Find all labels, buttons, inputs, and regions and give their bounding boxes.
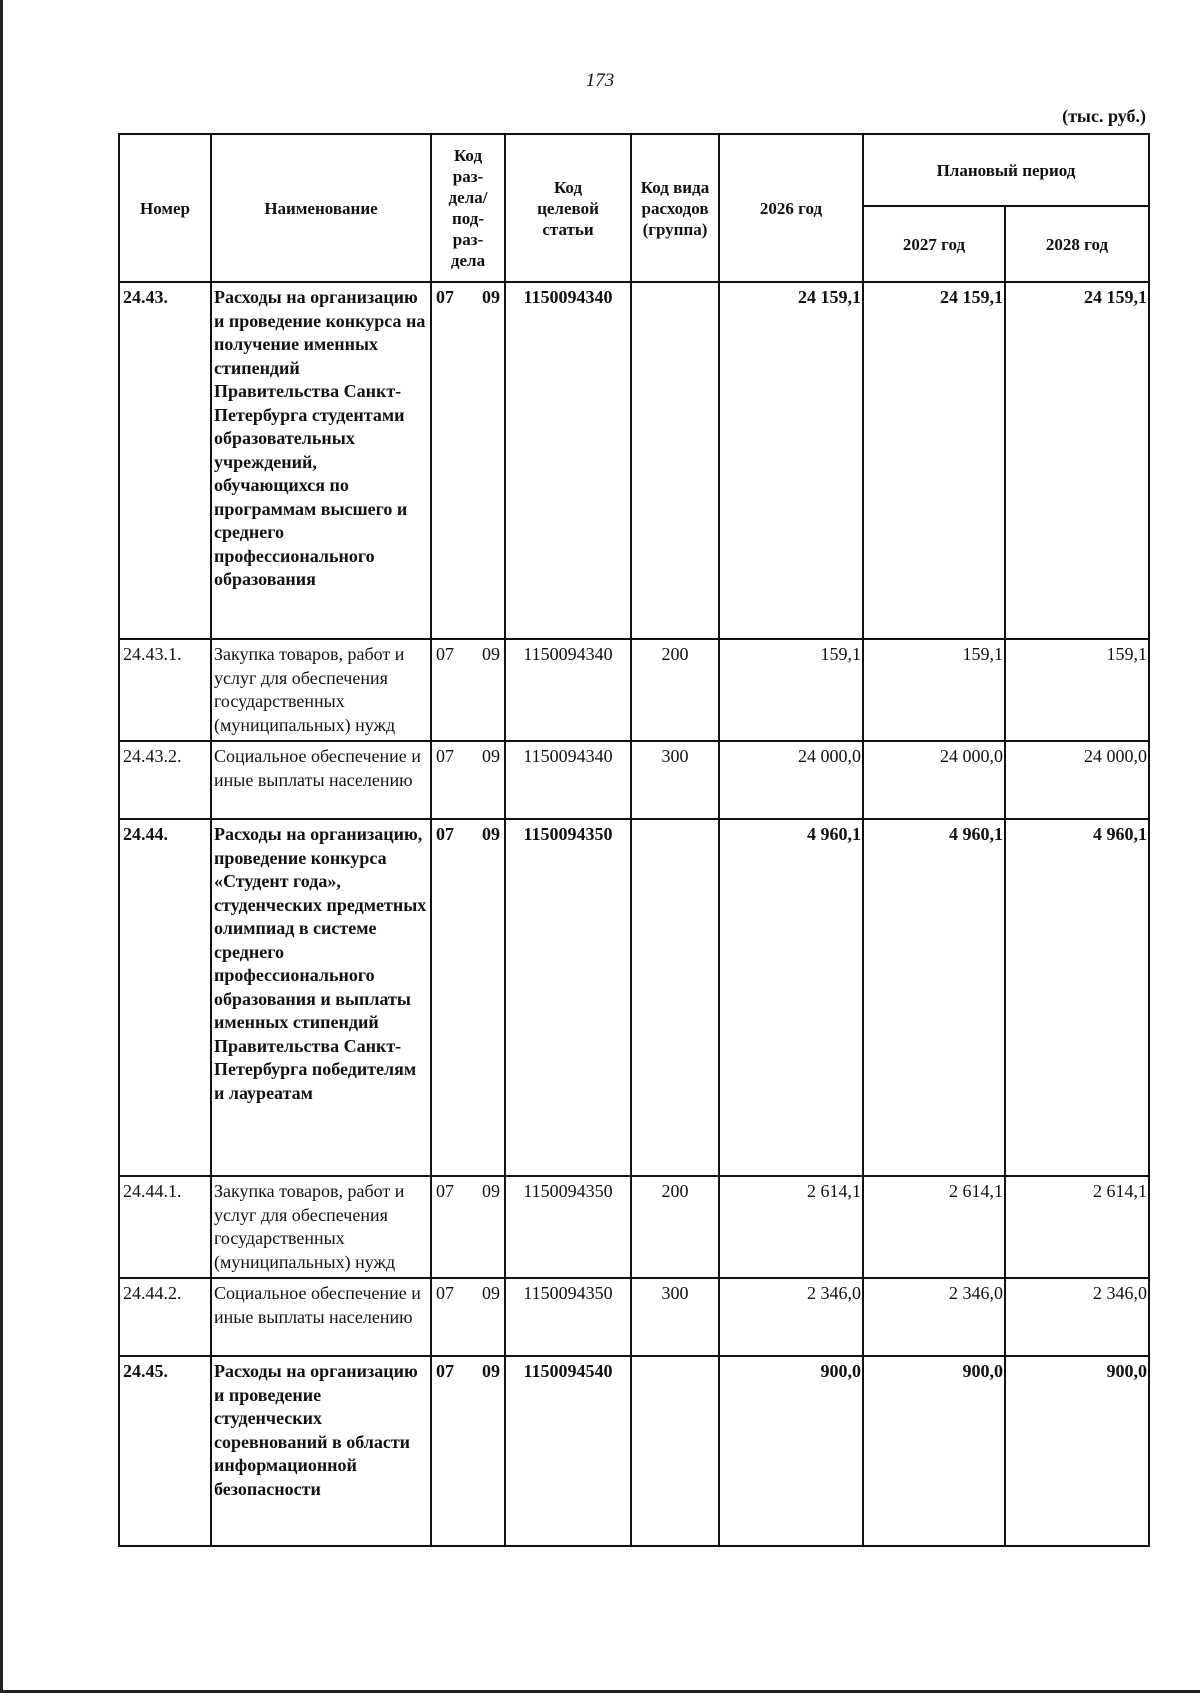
row-target-code: 1150094540 [505, 1356, 631, 1546]
row-amount-2026: 900,0 [719, 1356, 863, 1546]
header-grp-line: (группа) [642, 219, 708, 239]
header-cs-line: Код [553, 177, 583, 197]
header-year-2027: 2027 год [863, 206, 1005, 282]
row-amount-2027: 2 614,1 [863, 1176, 1005, 1278]
row-target-code: 1150094340 [505, 282, 631, 639]
row-name: Закупка товаров, работ и услуг для обеспечения государственных (муниципальных) нужд [211, 639, 431, 741]
row-expense-type: 200 [631, 1176, 719, 1278]
header-year-2026: 2026 год [719, 134, 863, 282]
row-amount-2027: 159,1 [863, 639, 1005, 741]
row-subsection-code: 09 [482, 287, 500, 307]
row-name: Расходы на организацию и проведение студенческих соревнований в области информационной безопасности [211, 1356, 431, 1546]
header-row-1 [119, 134, 1149, 206]
row-amount-2027: 4 960,1 [863, 819, 1005, 1176]
row-subsection-code: 09 [482, 644, 500, 664]
row-subsection-code: 09 [482, 824, 500, 844]
row-amount-2028: 24 159,1 [1005, 282, 1149, 639]
row-target-code: 1150094350 [505, 1176, 631, 1278]
row-expense-type [631, 1356, 719, 1546]
row-number: 24.43.1. [119, 639, 211, 741]
table-row [119, 1356, 1149, 1546]
row-section-code: 07 [436, 746, 454, 766]
row-target-code: 1150094340 [505, 639, 631, 741]
row-amount-2028: 2 346,0 [1005, 1278, 1149, 1356]
row-section [431, 282, 505, 639]
row-subsection-code: 09 [482, 1181, 500, 1201]
row-section [431, 639, 505, 741]
row-amount-2026: 24 000,0 [719, 741, 863, 819]
row-section-code: 07 [436, 287, 454, 307]
row-number: 24.44.1. [119, 1176, 211, 1278]
table-row [119, 1278, 1149, 1356]
budget-table [118, 133, 1150, 1547]
header-number: Номер [119, 134, 211, 282]
row-target-code: 1150094350 [505, 819, 631, 1176]
row-section [431, 819, 505, 1176]
row-expense-type [631, 819, 719, 1176]
row-expense-type: 300 [631, 741, 719, 819]
table-row [119, 282, 1149, 639]
header-grp-line: Код вида [640, 177, 710, 197]
row-subsection-code: 09 [482, 1361, 500, 1381]
row-target-code: 1150094340 [505, 741, 631, 819]
table-row [119, 639, 1149, 741]
row-number: 24.44.2. [119, 1278, 211, 1356]
row-section [431, 1278, 505, 1356]
row-amount-2028: 24 000,0 [1005, 741, 1149, 819]
header-rz-line: дела [450, 251, 486, 270]
row-amount-2027: 24 000,0 [863, 741, 1005, 819]
row-amount-2028: 4 960,1 [1005, 819, 1149, 1176]
row-number: 24.43. [119, 282, 211, 639]
header-name: Наименование [211, 134, 431, 282]
row-expense-type: 300 [631, 1278, 719, 1356]
row-subsection-code: 09 [482, 1283, 500, 1303]
row-subsection-code: 09 [482, 746, 500, 766]
table-row [119, 819, 1149, 1176]
header-rz-line: раз- [452, 230, 484, 249]
row-section-code: 07 [436, 824, 454, 844]
header-grp-line: расходов [641, 198, 709, 218]
units-label: (тыс. руб.) [1062, 106, 1146, 126]
row-name: Социальное обеспечение и иные выплаты населению [211, 741, 431, 819]
row-amount-2026: 4 960,1 [719, 819, 863, 1176]
row-name: Расходы на организацию, проведение конкурса «Студент года», студенческих предметных олимпиад в системе среднего профессионального образования и выплаты именных стипендий Правительства Санкт-Петербурга победителям и лауреатам [211, 819, 431, 1176]
header-rz-line: Код [453, 146, 483, 165]
row-name: Закупка товаров, работ и услуг для обеспечения государственных (муниципальных) нужд [211, 1176, 431, 1278]
row-amount-2027: 900,0 [863, 1356, 1005, 1546]
row-amount-2028: 2 614,1 [1005, 1176, 1149, 1278]
page-border-left [0, 0, 3, 1693]
row-amount-2028: 159,1 [1005, 639, 1149, 741]
table-row [119, 1176, 1149, 1278]
row-expense-type [631, 282, 719, 639]
row-section [431, 1176, 505, 1278]
header-target-code [505, 134, 631, 282]
row-amount-2026: 2 614,1 [719, 1176, 863, 1278]
header-plan-period: Плановый период [863, 134, 1149, 206]
page-number: 173 [585, 70, 615, 91]
header-rz-line: дела/ [448, 188, 488, 207]
row-expense-type: 200 [631, 639, 719, 741]
row-section [431, 741, 505, 819]
row-name: Расходы на организацию и проведение конкурса на получение именных стипендий Правительства Санкт-Петербурга студентами образовательных учреждений, обучающихся по программам высшего и среднего профессионального образования [211, 282, 431, 639]
row-name: Социальное обеспечение и иные выплаты населению [211, 1278, 431, 1356]
header-rz-line: раз- [452, 167, 484, 186]
row-number: 24.44. [119, 819, 211, 1176]
row-amount-2027: 24 159,1 [863, 282, 1005, 639]
table-row [119, 741, 1149, 819]
row-target-code: 1150094350 [505, 1278, 631, 1356]
row-number: 24.45. [119, 1356, 211, 1546]
header-cs-line: статьи [542, 219, 594, 239]
header-rz-line: под- [451, 209, 485, 228]
row-section-code: 07 [436, 644, 454, 664]
row-amount-2026: 159,1 [719, 639, 863, 741]
row-section-code: 07 [436, 1283, 454, 1303]
header-section-code [431, 134, 505, 282]
header-cs-line: целевой [537, 198, 599, 218]
row-section-code: 07 [436, 1361, 454, 1381]
row-number: 24.43.2. [119, 741, 211, 819]
row-amount-2027: 2 346,0 [863, 1278, 1005, 1356]
row-section-code: 07 [436, 1181, 454, 1201]
row-amount-2028: 900,0 [1005, 1356, 1149, 1546]
header-year-2028: 2028 год [1005, 206, 1149, 282]
row-amount-2026: 24 159,1 [719, 282, 863, 639]
header-expense-type [631, 134, 719, 282]
row-amount-2026: 2 346,0 [719, 1278, 863, 1356]
row-section [431, 1356, 505, 1546]
